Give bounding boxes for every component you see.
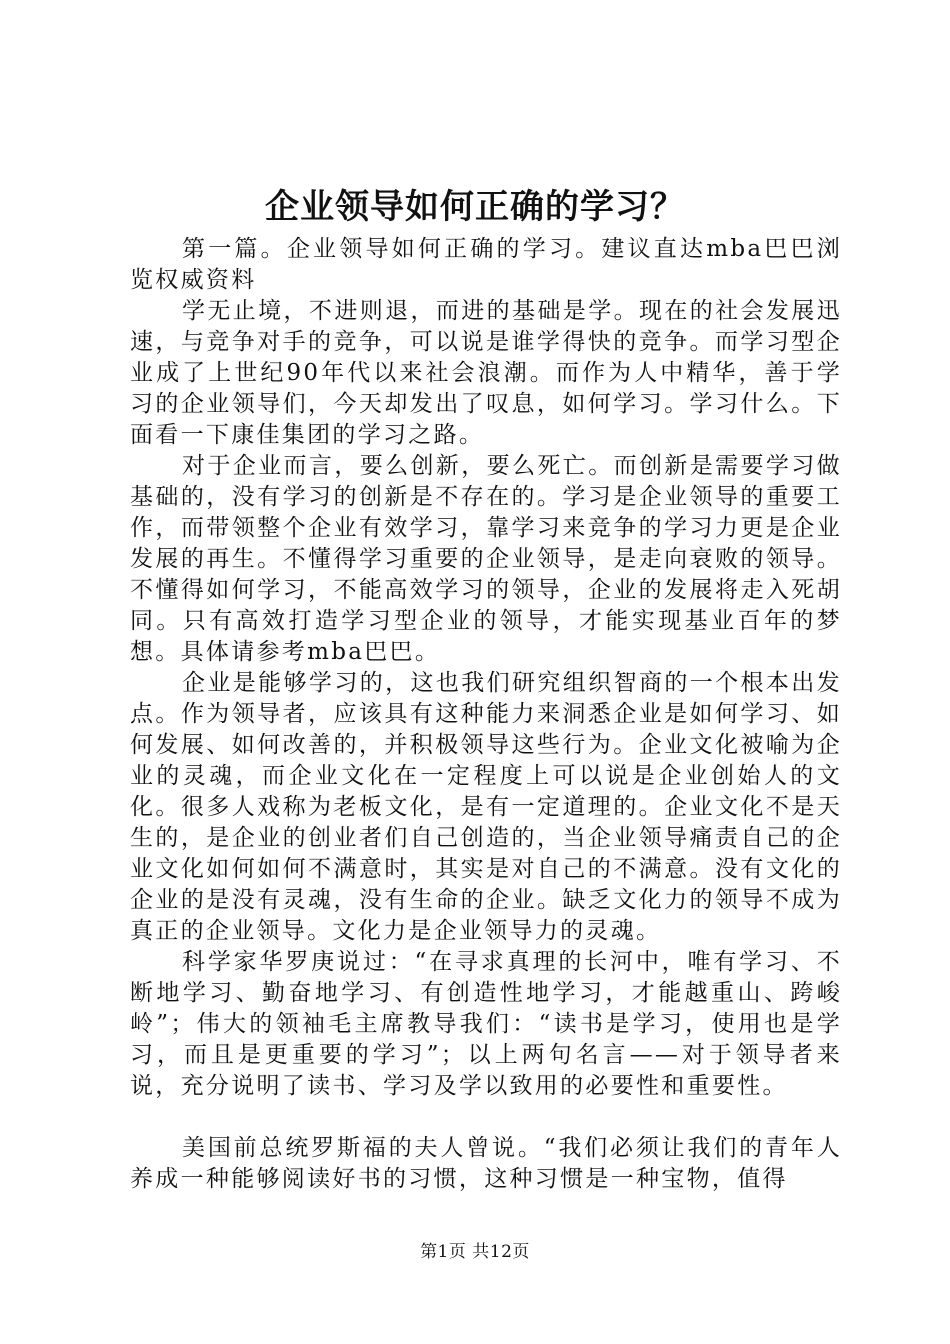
paragraph: 科学家华罗庚说过：“在寻求真理的长河中，唯有学习、不断地学习、勤奋地学习、有创造性地学习，才能越重山、跨峻岭”；伟大的领袖毛主席教导我们：“读书是学习，使用也是学习，而且是更重要的学习”；以上两句名言——对于领导者来说，充分说明了读书、学习及学以致用的必要性和重要性。	[130, 949, 842, 1099]
paragraph: 第一篇。企业领导如何正确的学习。建议直达mba巴巴浏览权威资料	[130, 236, 842, 293]
paragraph: 企业是能够学习的，这也我们研究组织智商的一个根本出发点。作为领导者，应该具有这种能力来洞悉企业是如何学习、如何发展、如何改善的，并积极领导这些行为。企业文化被喻为企业的灵魂，而企业文化在一定程度上可以说是企业创始人的文化。很多人戏称为老板文化，是有一定道理的。企业文化不是天生的，是企业的创业者们自己创造的，当企业领导痛责自己的企业文化如何如何不满意时，其实是对自己的不满意。没有文化的企业的是没有灵魂，没有生命的企业。缺乏文化力的领导不成为真正的企业领导。文化力是企业领导力的灵魂。	[130, 670, 842, 944]
paragraph: 美国前总统罗斯福的夫人曾说。“我们必须让我们的青年人养成一种能够阅读好书的习惯，这种习惯是一种宝物，值得	[130, 1135, 842, 1192]
paragraph: 对于企业而言，要么创新，要么死亡。而创新是需要学习做基础的，没有学习的创新是不存在的。学习是企业领导的重要工作，而带领整个企业有效学习，靠学习来竞争的学习力更是企业发展的再生。不懂得学习重要的企业领导，是走向衰败的领导。不懂得如何学习，不能高效学习的领导，企业的发展将走入死胡同。只有高效打造学习型企业的领导，才能实现基业百年的梦想。具体请参考mba巴巴。	[130, 453, 842, 665]
document-body	[130, 234, 842, 1195]
page-footer: 第1页 共12页	[420, 1242, 530, 1262]
document-title: 企业领导如何正确的学习？	[265, 187, 685, 227]
paragraph: 学无止境，不进则退，而进的基础是学。现在的社会发展迅速，与竞争对手的竞争，可以说是谁学得快的竞争。而学习型企业成了上世纪90年代以来社会浪潮。而作为人中精华，善于学习的企业领导们，今天却发出了叹息，如何学习。学习什么。下面看一下康佳集团的学习之路。	[130, 298, 842, 448]
